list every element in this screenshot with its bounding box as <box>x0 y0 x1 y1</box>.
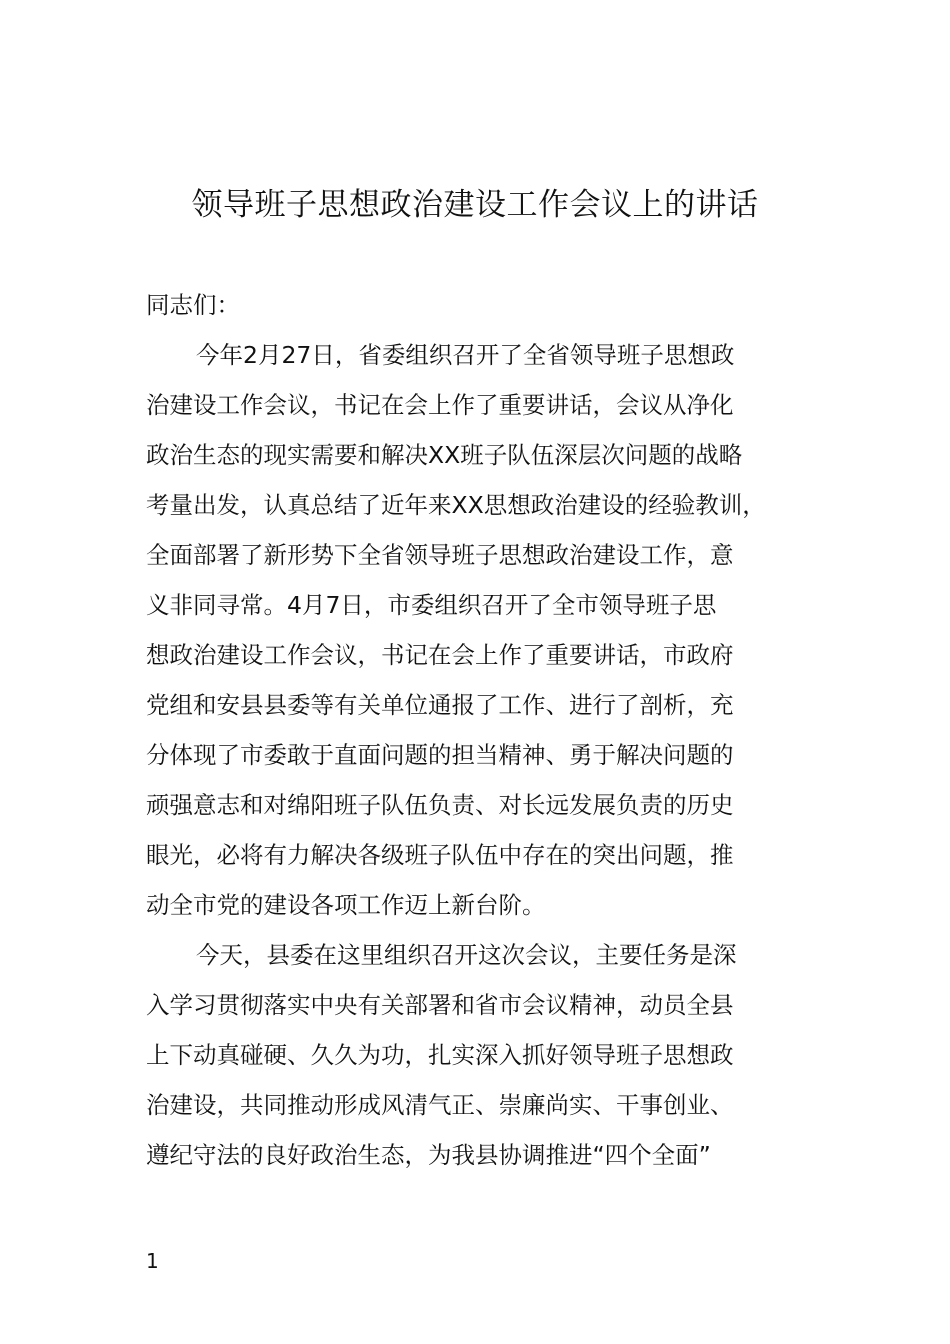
paragraph-2-line-1: 今天，县委在这里组织召开这次会议，主要任务是深 <box>196 941 737 969</box>
document-body <box>146 280 826 1180</box>
paragraph-2-line-5: 遵纪守法的良好政治生态，为我县协调推进“四个全面” <box>146 1141 711 1169</box>
paragraph-1-line-11: 眼光，必将有力解决各级班子队伍中存在的突出问题，推 <box>146 841 734 869</box>
paragraph-2-line-2: 入学习贯彻落实中央有关部署和省市会议精神，动员全县 <box>146 991 734 1019</box>
paragraph-1-line-6: 义非同寻常。4月7日，市委组织召开了全市领导班子思 <box>146 591 717 619</box>
paragraph-1-line-7: 想政治建设工作会议，书记在会上作了重要讲话，市政府 <box>146 641 734 669</box>
paragraph-1-line-9: 分体现了市委敢于直面问题的担当精神、勇于解决问题的 <box>146 741 734 769</box>
paragraph-2-line-3: 上下动真碰硬、久久为功，扎实深入抓好领导班子思想政 <box>146 1041 734 1069</box>
paragraph-1-line-8: 党组和安县县委等有关单位通报了工作、进行了剖析，充 <box>146 691 734 719</box>
paragraph-1-line-4: 考量出发，认真总结了近年来XX思想政治建设的经验教训， <box>146 491 766 519</box>
salutation: 同志们： <box>146 291 240 319</box>
page-number: 1 <box>146 1249 159 1273</box>
paragraph-1-line-1: 今年2月27日，省委组织召开了全省领导班子思想政 <box>196 341 735 369</box>
paragraph-1-line-3: 政治生态的现实需要和解决XX班子队伍深层次问题的战略 <box>146 441 743 469</box>
paragraph-1-line-5: 全面部署了新形势下全省领导班子思想政治建设工作，意 <box>146 541 734 569</box>
paragraph-1-line-2: 治建设工作会议，书记在会上作了重要讲话，会议从净化 <box>146 391 734 419</box>
paragraph-2-line-4: 治建设，共同推动形成风清气正、崇廉尚实、干事创业、 <box>146 1091 734 1119</box>
paragraph-1-line-10: 顽强意志和对绵阳班子队伍负责、对长远发展负责的历史 <box>146 791 734 819</box>
document-title: 领导班子思想政治建设工作会议上的讲话 <box>191 187 759 223</box>
paragraph-1-line-12: 动全市党的建设各项工作迈上新台阶。 <box>146 891 546 919</box>
